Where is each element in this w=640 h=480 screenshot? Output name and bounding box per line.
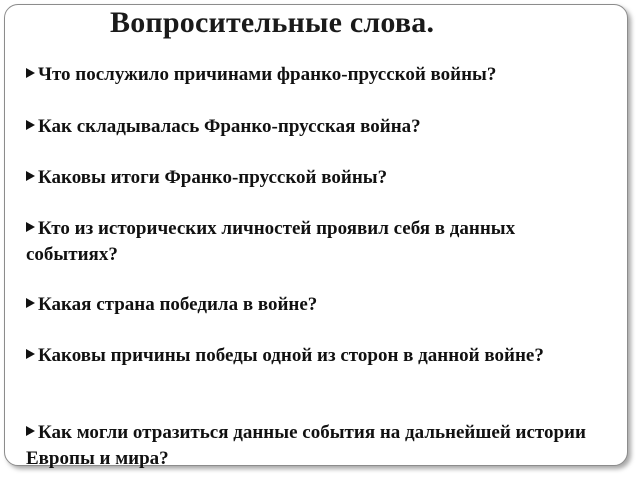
question-text: Что послужило причинами франко-прусской войны? <box>38 64 497 85</box>
arrowhead-bullet-icon <box>26 349 35 359</box>
question-text: Каковы причины победы одной из сторон в данной войне? <box>38 345 544 366</box>
question-item <box>26 114 596 140</box>
arrowhead-bullet-icon <box>26 171 35 181</box>
question-item <box>26 292 596 318</box>
question-text: Как могли отразиться данные события на дальнейшей истории Европы и мира? <box>26 422 586 469</box>
question-item <box>26 165 596 191</box>
question-item <box>26 216 596 268</box>
slide-title: Вопросительные слова. <box>110 6 435 39</box>
question-text: Кто из исторических личностей проявил себя в данных событиях? <box>26 218 516 265</box>
arrowhead-bullet-icon <box>26 222 35 232</box>
arrowhead-bullet-icon <box>26 120 35 130</box>
arrowhead-bullet-icon <box>26 68 35 78</box>
question-item <box>26 343 596 369</box>
arrowhead-bullet-icon <box>26 298 35 308</box>
question-text: Как складывалась Франко-прусская война? <box>38 116 421 137</box>
question-item <box>26 420 596 472</box>
arrowhead-bullet-icon <box>26 426 35 436</box>
question-item <box>26 62 596 88</box>
question-text: Какая страна победила в войне? <box>38 294 318 315</box>
question-text: Каковы итоги Франко-прусской войны? <box>38 167 388 188</box>
